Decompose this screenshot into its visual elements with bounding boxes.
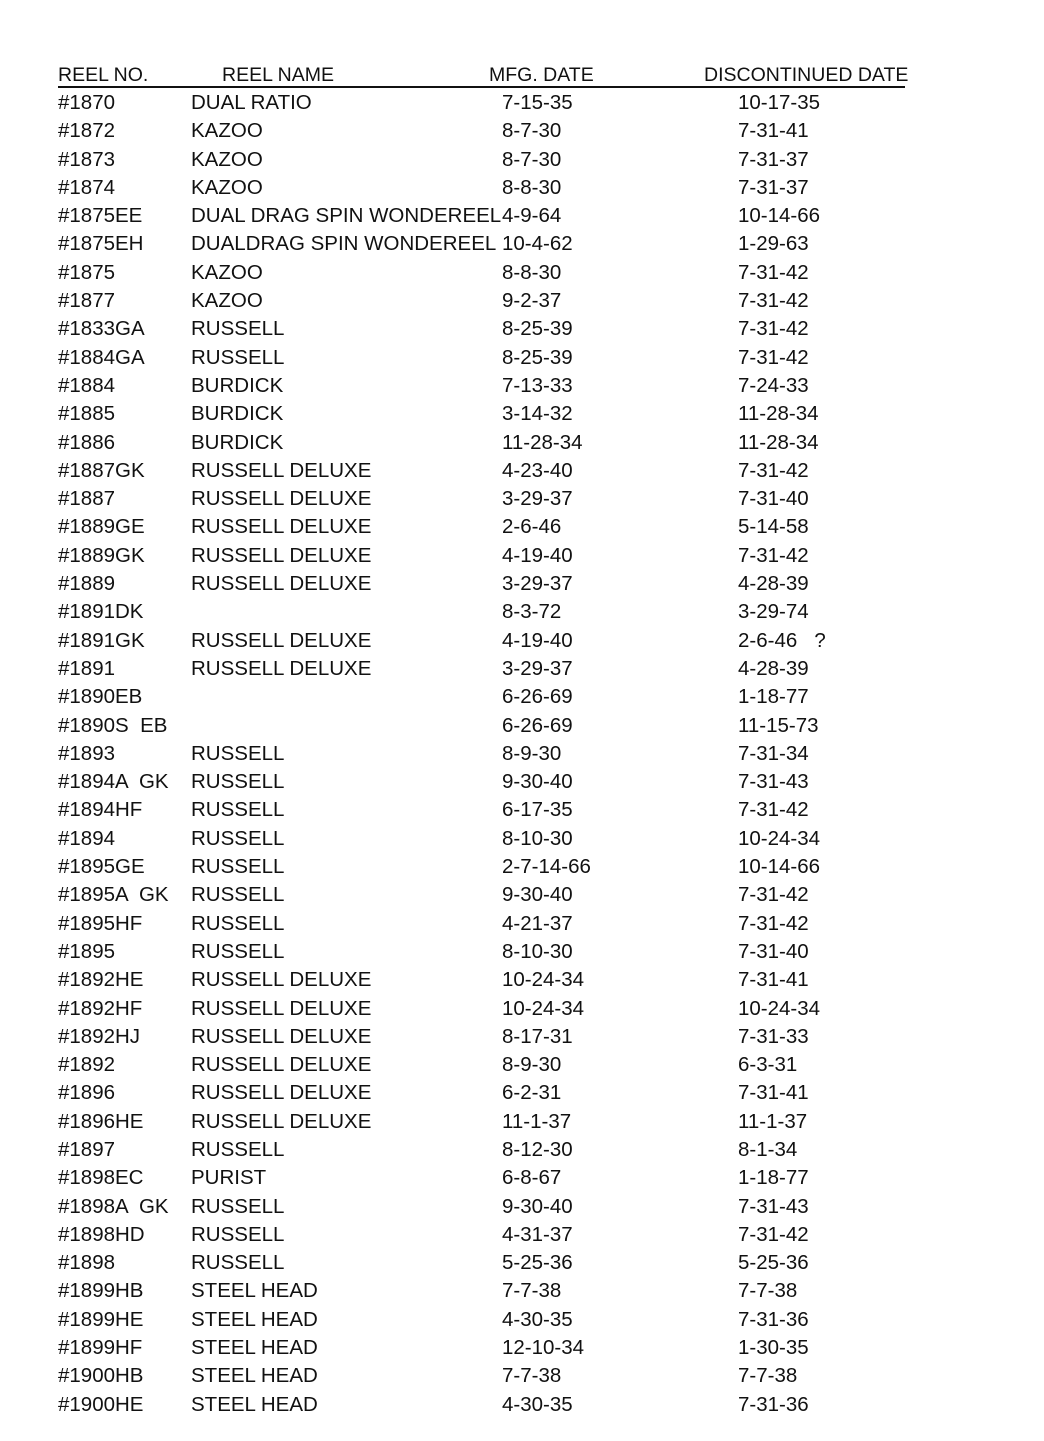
reel-name-cell: RUSSELL DELUXE	[191, 628, 372, 652]
table-row	[0, 400, 1044, 428]
discontinued-date-cell: 7-31-36	[738, 1392, 809, 1416]
reel-name-cell: RUSSELL DELUXE	[191, 1024, 372, 1048]
reel-no-cell: #1875EE	[58, 204, 143, 228]
reel-no-cell: #1897	[58, 1137, 116, 1161]
reel-no-cell: #1889GE	[58, 515, 145, 539]
discontinued-date-cell: 7-31-42	[738, 260, 809, 284]
reel-name-cell: DUALDRAG SPIN WONDEREEL	[191, 232, 497, 256]
mfg-date-cell: 10-4-62	[502, 232, 573, 256]
header-underline	[58, 86, 905, 88]
reel-name-cell: RUSSELL DELUXE	[191, 543, 372, 567]
table-row	[0, 174, 1044, 202]
table-row	[0, 1079, 1044, 1107]
reel-name-cell: BURDICK	[191, 373, 284, 397]
table-row	[0, 938, 1044, 966]
reel-no-cell: #1898	[58, 1251, 116, 1275]
discontinued-date-cell: 1-18-77	[738, 685, 809, 709]
reel-name-cell: RUSSELL	[191, 939, 285, 963]
mfg-date-cell: 7-15-35	[502, 91, 573, 114]
table-row	[0, 457, 1044, 485]
discontinued-date-cell: 11-28-34	[738, 430, 819, 454]
reel-no-cell: #1877	[58, 289, 116, 313]
reel-name-cell: RUSSELL	[191, 826, 285, 850]
discontinued-date-cell: 10-14-66	[738, 204, 821, 228]
reel-name-cell: RUSSELL	[191, 883, 285, 907]
discontinued-date-cell: 10-24-34	[738, 996, 821, 1020]
table-row	[0, 1306, 1044, 1334]
table-row	[0, 712, 1044, 740]
table-row	[0, 315, 1044, 343]
table-row	[0, 202, 1044, 230]
discontinued-date-cell: 1-18-77	[738, 1166, 809, 1190]
mfg-date-cell: 2-6-46	[502, 515, 562, 539]
table-row	[0, 1136, 1044, 1164]
table-body	[0, 89, 1044, 1419]
reel-no-cell: #1875EH	[58, 232, 144, 256]
reel-name-cell: BURDICK	[191, 402, 284, 426]
reel-name-cell: RUSSELL	[191, 741, 285, 765]
reel-name-cell: RUSSELL	[191, 1137, 285, 1161]
reel-no-cell: #1872	[58, 119, 116, 143]
reel-no-cell: #1875	[58, 260, 116, 284]
mfg-date-cell: 10-24-34	[502, 968, 585, 992]
table-row	[0, 966, 1044, 994]
table-row	[0, 683, 1044, 711]
table-row	[0, 1164, 1044, 1192]
table-row	[0, 910, 1044, 938]
mfg-date-cell: 9-30-40	[502, 770, 573, 794]
table-row	[0, 429, 1044, 457]
reel-no-cell: #1899HE	[58, 1307, 144, 1331]
mfg-date-cell: 7-7-38	[502, 1364, 562, 1388]
reel-no-cell: #1893	[58, 741, 116, 765]
mfg-date-cell: 11-28-34	[502, 430, 583, 454]
discontinued-date-cell: 8-1-34	[738, 1137, 798, 1161]
table-row	[0, 513, 1044, 541]
reel-name-cell: RUSSELL DELUXE	[191, 968, 372, 992]
reel-no-cell: #1889GK	[58, 543, 145, 567]
discontinued-date-cell: 4-28-39	[738, 572, 809, 596]
reel-no-cell: #1900HB	[58, 1364, 144, 1388]
discontinued-date-cell: 7-31-43	[738, 770, 809, 794]
mfg-date-cell: 10-24-34	[502, 996, 585, 1020]
discontinued-date-cell: 10-24-34	[738, 826, 821, 850]
discontinued-date-cell: 7-31-42	[738, 798, 809, 822]
reel-name-cell: STEEL HEAD	[191, 1336, 318, 1360]
table-row	[0, 1051, 1044, 1079]
reel-name-cell: RUSSELL DELUXE	[191, 656, 372, 680]
mfg-date-cell: 6-2-31	[502, 1081, 562, 1105]
table-row	[0, 259, 1044, 287]
table-row	[0, 117, 1044, 145]
mfg-date-cell: 3-29-37	[502, 487, 573, 511]
mfg-date-cell: 4-21-37	[502, 911, 573, 935]
reel-name-cell: KAZOO	[191, 147, 263, 171]
discontinued-date-cell: 3-29-74	[738, 600, 809, 624]
table-row	[0, 1277, 1044, 1305]
discontinued-date-cell: 10-17-35	[738, 91, 821, 114]
discontinued-date-cell: 7-31-42	[738, 1222, 809, 1246]
reel-name-cell: DUAL DRAG SPIN WONDEREEL	[191, 204, 502, 228]
discontinued-date-cell: 7-7-38	[738, 1279, 798, 1303]
mfg-date-cell: 4-31-37	[502, 1222, 573, 1246]
mfg-date-cell: 4-30-35	[502, 1307, 573, 1331]
table-row	[0, 1362, 1044, 1390]
mfg-date-cell: 6-8-67	[502, 1166, 562, 1190]
mfg-date-cell: 8-7-30	[502, 119, 562, 143]
table-row	[0, 740, 1044, 768]
table-row	[0, 1193, 1044, 1221]
discontinued-date-cell: 7-31-41	[738, 968, 809, 992]
reel-name-cell: PURIST	[191, 1166, 267, 1190]
reel-no-cell: #1894	[58, 826, 116, 850]
mfg-date-cell: 5-25-36	[502, 1251, 573, 1275]
reel-name-cell: RUSSELL DELUXE	[191, 996, 372, 1020]
discontinued-date-cell: 7-31-42	[738, 345, 809, 369]
table-row	[0, 287, 1044, 315]
reel-no-cell: #1873	[58, 147, 116, 171]
mfg-date-cell: 6-17-35	[502, 798, 573, 822]
discontinued-date-cell: 7-31-42	[738, 543, 809, 567]
discontinued-date-cell: 7-31-43	[738, 1194, 809, 1218]
discontinued-date-cell: 6-3-31	[738, 1053, 798, 1077]
table-row	[0, 627, 1044, 655]
reel-name-cell: RUSSELL	[191, 1194, 285, 1218]
reel-no-cell: #1891GK	[58, 628, 145, 652]
mfg-date-cell: 3-29-37	[502, 572, 573, 596]
discontinued-date-cell: 7-31-42	[738, 458, 809, 482]
reel-no-cell: #1891DK	[58, 600, 144, 624]
reel-name-cell: RUSSELL DELUXE	[191, 458, 372, 482]
table-row	[0, 853, 1044, 881]
header-mfg-date: MFG. DATE	[489, 64, 594, 86]
mfg-date-cell: 8-8-30	[502, 175, 562, 199]
mfg-date-cell: 2-7-14-66	[502, 855, 591, 879]
reel-no-cell: #1887	[58, 487, 116, 511]
reel-no-cell: #1892	[58, 1053, 116, 1077]
discontinued-date-cell: 7-31-41	[738, 1081, 809, 1105]
reel-no-cell: #1898EC	[58, 1166, 144, 1190]
reel-no-cell: #1894A GK	[58, 770, 169, 794]
reel-no-cell: #1895GE	[58, 855, 145, 879]
table-row	[0, 146, 1044, 174]
reel-name-cell: STEEL HEAD	[191, 1392, 318, 1416]
discontinued-date-cell: 7-31-36	[738, 1307, 809, 1331]
reel-no-cell: #1870	[58, 91, 116, 114]
reel-name-cell: KAZOO	[191, 175, 263, 199]
reel-name-cell: KAZOO	[191, 119, 263, 143]
reel-no-cell: #1895	[58, 939, 116, 963]
discontinued-date-cell: 7-31-42	[738, 883, 809, 907]
reel-name-cell: RUSSELL DELUXE	[191, 1081, 372, 1105]
mfg-date-cell: 9-30-40	[502, 883, 573, 907]
discontinued-date-cell: 7-31-42	[738, 289, 809, 313]
reel-no-cell: #1894HF	[58, 798, 143, 822]
reel-name-cell: RUSSELL	[191, 317, 285, 341]
discontinued-date-cell: 1-30-35	[738, 1336, 809, 1360]
table-row	[0, 881, 1044, 909]
reel-name-cell: RUSSELL	[191, 1251, 285, 1275]
table-row	[0, 1023, 1044, 1051]
table-row	[0, 1108, 1044, 1136]
mfg-date-cell: 4-19-40	[502, 628, 573, 652]
reel-no-cell: #1899HF	[58, 1336, 143, 1360]
mfg-date-cell: 3-14-32	[502, 402, 573, 426]
discontinued-date-cell: 7-24-33	[738, 373, 809, 397]
table-row	[0, 570, 1044, 598]
reel-name-cell: RUSSELL	[191, 855, 285, 879]
header-reel-no: REEL NO.	[58, 64, 149, 86]
reel-no-cell: #1900HE	[58, 1392, 144, 1416]
reel-no-cell: #1892HE	[58, 968, 144, 992]
reel-name-cell: RUSSELL DELUXE	[191, 515, 372, 539]
reel-name-cell: STEEL HEAD	[191, 1364, 318, 1388]
table-row	[0, 1221, 1044, 1249]
mfg-date-cell: 8-7-30	[502, 147, 562, 171]
discontinued-date-cell: 11-1-37	[738, 1109, 808, 1133]
discontinued-date-cell: 7-31-41	[738, 119, 809, 143]
discontinued-date-cell: 7-31-37	[738, 147, 809, 171]
reel-name-cell: STEEL HEAD	[191, 1279, 318, 1303]
mfg-date-cell: 8-25-39	[502, 345, 573, 369]
reel-no-cell: #1898HD	[58, 1222, 145, 1246]
reel-no-cell: #1896	[58, 1081, 116, 1105]
discontinued-date-cell: 7-31-40	[738, 487, 809, 511]
table-row	[0, 230, 1044, 258]
discontinued-date-cell: 7-31-42	[738, 317, 809, 341]
reel-name-cell: DUAL RATIO	[191, 91, 312, 114]
discontinued-date-cell: 7-31-40	[738, 939, 809, 963]
reel-no-cell: #1884	[58, 373, 116, 397]
reel-no-cell: #1896HE	[58, 1109, 144, 1133]
table-row	[0, 542, 1044, 570]
reel-no-cell: #1892HJ	[58, 1024, 141, 1048]
table-row	[0, 89, 1044, 117]
mfg-date-cell: 4-19-40	[502, 543, 573, 567]
table-row	[0, 796, 1044, 824]
reel-name-cell: KAZOO	[191, 289, 263, 313]
reel-no-cell: #1884GA	[58, 345, 145, 369]
reel-no-cell: #1895A GK	[58, 883, 169, 907]
reel-name-cell: RUSSELL DELUXE	[191, 1109, 372, 1133]
discontinued-date-cell: 7-7-38	[738, 1364, 798, 1388]
mfg-date-cell: 4-30-35	[502, 1392, 573, 1416]
reel-name-cell: KAZOO	[191, 260, 263, 284]
mfg-date-cell: 4-9-64	[502, 204, 562, 228]
reel-no-cell: #1889	[58, 572, 116, 596]
table-row	[0, 598, 1044, 626]
reel-name-cell: RUSSELL	[191, 798, 285, 822]
mfg-date-cell: 8-9-30	[502, 1053, 562, 1077]
discontinued-date-cell: 5-25-36	[738, 1251, 809, 1275]
discontinued-date-cell: 5-14-58	[738, 515, 809, 539]
reel-name-cell: RUSSELL DELUXE	[191, 572, 372, 596]
header-reel-name: REEL NAME	[222, 64, 334, 86]
reel-no-cell: #1895HF	[58, 911, 143, 935]
mfg-date-cell: 9-2-37	[502, 289, 562, 313]
mfg-date-cell: 8-3-72	[502, 600, 562, 624]
mfg-date-cell: 7-13-33	[502, 373, 573, 397]
mfg-date-cell: 9-30-40	[502, 1194, 573, 1218]
reel-no-cell: #1898A GK	[58, 1194, 169, 1218]
discontinued-date-cell: 2-6-46 ?	[738, 628, 826, 652]
mfg-date-cell: 6-26-69	[502, 685, 573, 709]
header-discontinued-date: DISCONTINUED DATE	[704, 64, 909, 86]
reel-name-cell: RUSSELL	[191, 770, 285, 794]
reel-no-cell: #1890S EB	[58, 713, 168, 737]
table-row	[0, 655, 1044, 683]
reel-no-cell: #1890EB	[58, 685, 143, 709]
mfg-date-cell: 8-9-30	[502, 741, 562, 765]
reel-no-cell: #1874	[58, 175, 116, 199]
reel-name-cell: RUSSELL DELUXE	[191, 1053, 372, 1077]
reel-no-cell: #1892HF	[58, 996, 143, 1020]
discontinued-date-cell: 7-31-42	[738, 911, 809, 935]
discontinued-date-cell: 7-31-34	[738, 741, 809, 765]
discontinued-date-cell: 7-31-37	[738, 175, 809, 199]
mfg-date-cell: 8-10-30	[502, 939, 573, 963]
reel-no-cell: #1833GA	[58, 317, 145, 341]
mfg-date-cell: 3-29-37	[502, 656, 573, 680]
mfg-date-cell: 7-7-38	[502, 1279, 562, 1303]
table-row	[0, 1249, 1044, 1277]
mfg-date-cell: 8-25-39	[502, 317, 573, 341]
discontinued-date-cell: 10-14-66	[738, 855, 821, 879]
reel-no-cell: #1887GK	[58, 458, 145, 482]
discontinued-date-cell: 7-31-33	[738, 1024, 809, 1048]
mfg-date-cell: 8-17-31	[502, 1024, 573, 1048]
discontinued-date-cell: 11-15-73	[738, 713, 819, 737]
reel-no-cell: #1886	[58, 430, 116, 454]
table-row	[0, 485, 1044, 513]
table-row	[0, 1334, 1044, 1362]
table-row	[0, 768, 1044, 796]
reel-no-cell: #1891	[58, 656, 116, 680]
reel-name-cell: RUSSELL	[191, 911, 285, 935]
discontinued-date-cell: 4-28-39	[738, 656, 809, 680]
mfg-date-cell: 11-1-37	[502, 1109, 572, 1133]
mfg-date-cell: 6-26-69	[502, 713, 573, 737]
mfg-date-cell: 8-10-30	[502, 826, 573, 850]
reel-name-cell: RUSSELL	[191, 345, 285, 369]
table-row	[0, 995, 1044, 1023]
reel-no-cell: #1885	[58, 402, 116, 426]
reel-no-cell: #1899HB	[58, 1279, 144, 1303]
table-row	[0, 344, 1044, 372]
reel-name-cell: RUSSELL DELUXE	[191, 487, 372, 511]
table-row	[0, 825, 1044, 853]
mfg-date-cell: 12-10-34	[502, 1336, 585, 1360]
reel-name-cell: STEEL HEAD	[191, 1307, 318, 1331]
mfg-date-cell: 8-12-30	[502, 1137, 573, 1161]
mfg-date-cell: 8-8-30	[502, 260, 562, 284]
reel-name-cell: BURDICK	[191, 430, 284, 454]
mfg-date-cell: 4-23-40	[502, 458, 573, 482]
reel-name-cell: RUSSELL	[191, 1222, 285, 1246]
discontinued-date-cell: 1-29-63	[738, 232, 809, 256]
table-row	[0, 1391, 1044, 1419]
discontinued-date-cell: 11-28-34	[738, 402, 819, 426]
table-row	[0, 372, 1044, 400]
